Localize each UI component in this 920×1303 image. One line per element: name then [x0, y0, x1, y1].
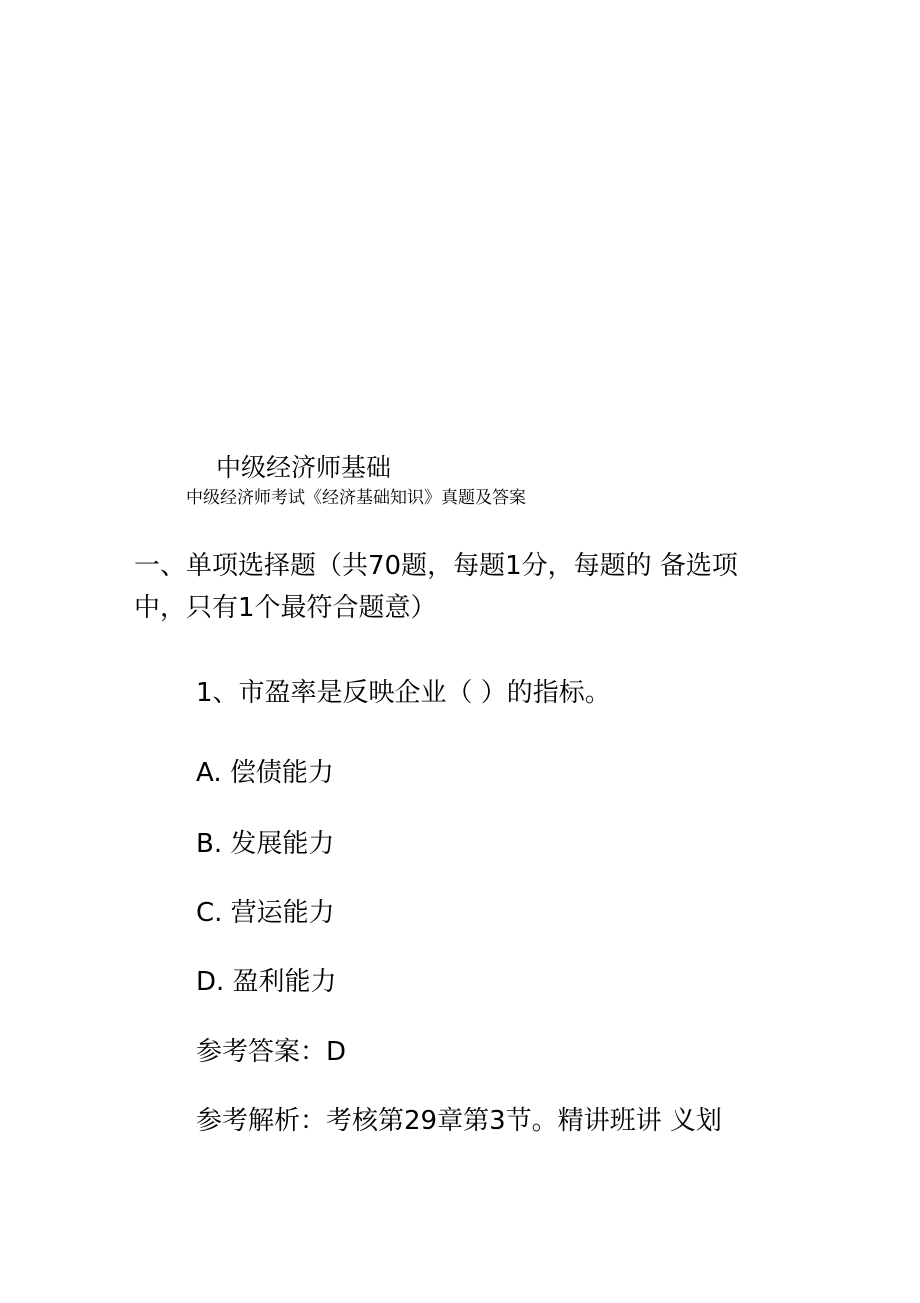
document-title: 中级经济师基础: [216, 453, 392, 482]
option-b: B. 发展能力: [196, 829, 335, 859]
document-subtitle: 中级经济师考试《经济基础知识》真题及答案: [186, 488, 526, 508]
reference-answer: 参考答案：D: [196, 1037, 347, 1067]
option-a: A. 偿债能力: [196, 758, 334, 788]
reference-analysis: 参考解析：考核第29章第3节。精讲班讲 义划: [196, 1106, 722, 1136]
option-c: C. 营运能力: [196, 898, 335, 928]
option-d: D. 盈利能力: [196, 967, 337, 997]
section-heading: 一、单项选择题（共70题，每题1分，每题的 备选项中，只有1个最符合题意）: [134, 551, 738, 623]
question-stem: 1、市盈率是反映企业（ ）的指标。: [196, 678, 611, 708]
